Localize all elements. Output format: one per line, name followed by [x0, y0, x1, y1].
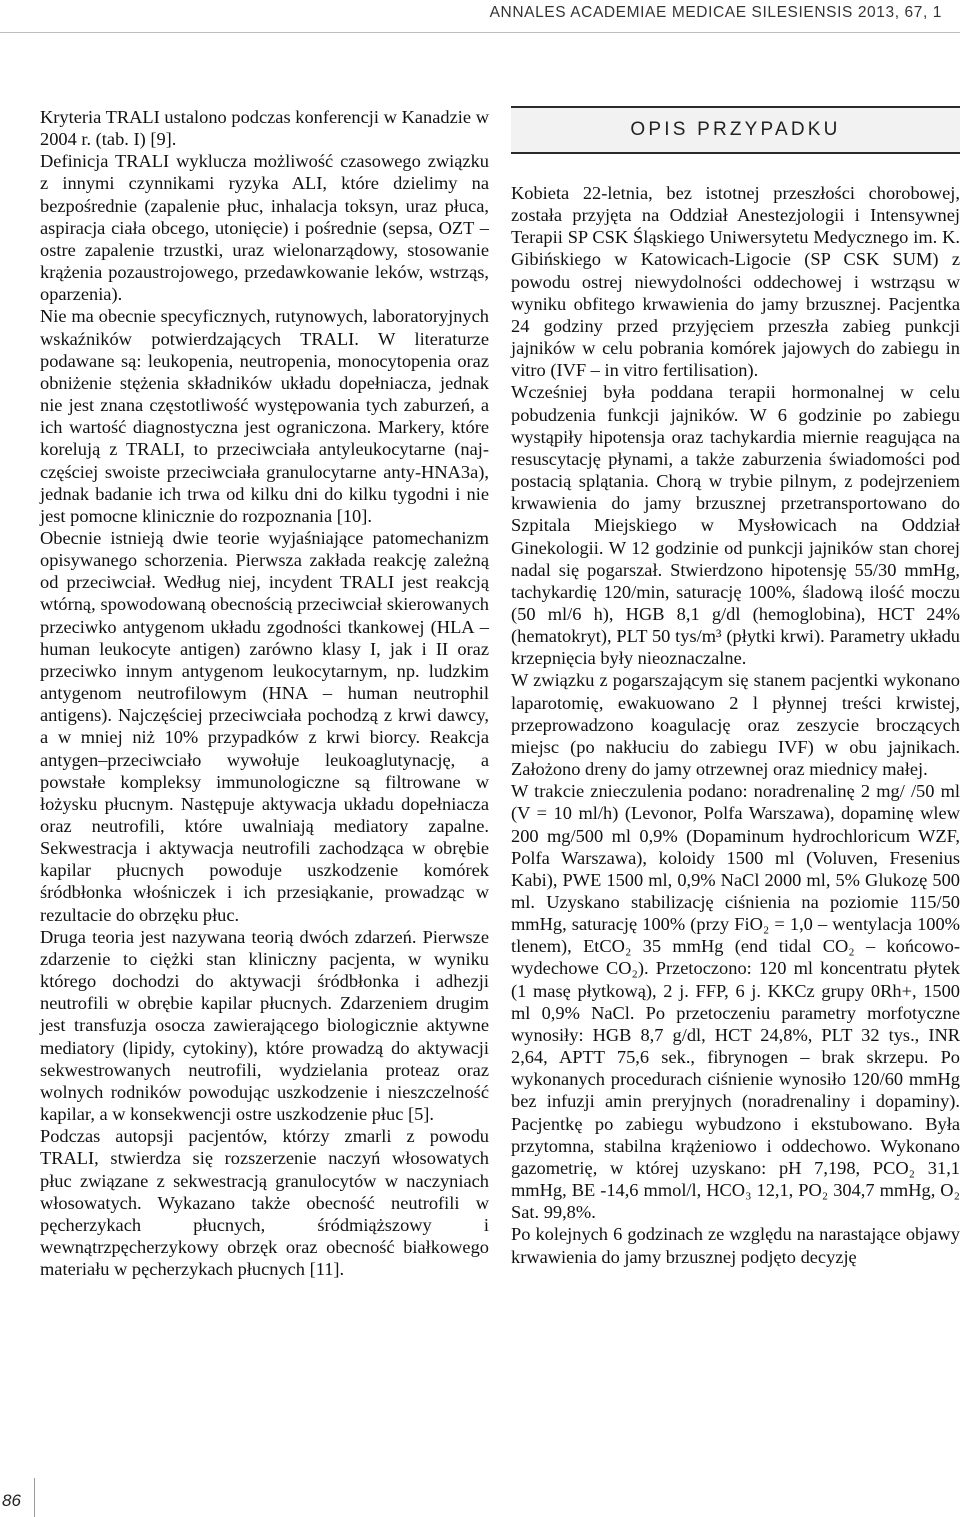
paragraph: W trakcie znieczulenia podano: noradrenalinę 2 mg/ /50 ml (V = 10 ml/h) (Levonor, Polfa Warszawa), dopaminę wlew 200 mg/500 ml 0,9% (Dopaminum hydrochloricum WZF, Polfa Warszawa), koloidy 1500 ml (Voluven, Fresenius Kabi), PWE 1500 ml, 0,9% NaCl 2000 ml, 5% Glukozę 500 ml. Uzyskano stabilizację ciśnienia na poziomie 115/50 mmHg, saturację 100% (przy FiO₂ = 1,0 – wentylacja 100% tlenem), EtCO₂ 35 mmHg (end tidal CO₂ – końcowo-wydechowe CO₂). Przetoczono: 120 ml koncentratu płytek (1 masę płytkową), 2 j. FFP, 6 j. KKCz grupy 0Rh+, 1500 ml 0,9% NaCl. Po przetoczeniu parametry morfotyczne wynosiły: HGB 8,7 g/dl, HCT 24,8%, PLT 32 tys., INR 2,64, APTT 75,6 sek., fibrynogen – brak skrzepu. Po wykonanych procedurach ciśnienie wynosiło 120/60 mmHg bez infuzji amin preryjnych (noradrenaliny i dopaminy). Pacjentkę po zabiegu wybudzono i ekstubowano. Była przytomna, stabilna krążeniowo i oddechowo. Wykonano gazometrię, w której uzyskano: pH 7,198, PCO₂ 31,1 mmHg, BE -14,6 mmol/l, HCO₃ 12,1, PO₂ 304,7 mmHg, O₂ Sat. 99,8%. — [511, 781, 960, 1223]
header-divider — [0, 32, 960, 33]
paragraph: Druga teoria jest nazywana teorią dwóch zdarzeń. Pierwsze zdarzenie to ciężki stan kliniczny pacjenta, w wyniku którego dochodzi do aktywacji śródbłonka i adhezji neutrofili w obrębie kapilar płucnych. Zdarzeniem drugim jest transfuzja osocza zawierającego biologicznie aktywne mediatory (lipidy, cytokiny), które prowadzą do aktywacji sekwestrowanych neutrofili, wydzielania proteaz oraz wolnych rodników powodując uszkodzenie i nieszczelność kapilar, a w konsekwencji ostre uszkodzenie płuc [5]. — [40, 926, 489, 1125]
page-number-divider — [34, 1478, 35, 1517]
section-heading: OPIS PRZYPADKU — [630, 118, 841, 140]
paragraph: Definicja TRALI wyklucza możliwość czasowego związku z innymi czynnikami ryzyka ALI, które dzielimy na bezpośrednie (zapalenie płuc, inhalacja toksyn, uraz płuca, aspiracja ciała obcego, utonięcie) i pośrednie (sepsa, OZT – ostre zapalenie trzustki, uraz wielonarządowy, stosowanie krążenia pozaustrojowego, przedawkowanie leków, wstrząs, oparzenia). — [40, 151, 489, 305]
page-number: 86 — [2, 1491, 21, 1510]
paragraph: Kobieta 22-letnia, bez istotnej przeszłości chorobowej, została przyjęta na Oddział Anestezjologii i Intensywnej Terapii SP CSK Śląskiego Uniwersytetu Medycznego im. K. Gibińskiego w Katowicach-Ligocie (SP CSK SUM) z powodu ostrej niewydolności oddechowej i wstrząsu w wyniku obfitego krwawienia do jamy brzusznej. Pacjentka 24 godziny przed przyjęciem przeszła zabieg punkcji jajników w celu pobrania komórek jajowych do zabiegu in vitro (IVF – in vitro fertilisation). — [511, 183, 960, 381]
paragraph: Nie ma obecnie specyficznych, rutynowych, laboratoryjnych wskaźników potwierdzających TRALI. W literaturze podawane są: leukopenia, neutropenia, monocytopenia oraz obniżenie stężenia składników układu dopełniacza, jednak nie jest znana częstotliwość występowania tych zaburzeń, a ich wartość diagnostyczna jest ograniczona. Markery, które korelują z TRALI, to przeciwciała antyleukocytarne (najczęściej swoiste przeciwciała granulocytarne anty-HNA3a), jednak badanie ich trwa od kilku dni do kilku tygodni i nie jest pomocne klinicznie do rozpoznania [10]. — [40, 306, 489, 526]
paragraph: Kryteria TRALI ustalono podczas konferencji w Kanadzie w 2004 r. (tab. I) [9]. — [40, 107, 489, 150]
section-heading-box — [511, 106, 960, 154]
paragraph: W związku z pogarszającym się stanem pacjentki wykonano laparotomię, ewakuowano 2 l płynnej treści krwistej, przeprowadzono koagulację oraz zeszycie broczących miejsc (po nakłuciu do zabiegu IVF) w obu jajnikach. Założono dreny do jamy otrzewnej oraz miednicy małej. — [511, 670, 960, 780]
right-column — [511, 106, 960, 1268]
paragraph: Obecnie istnieją dwie teorie wyjaśniające patomechanizm opisywanego schorzenia. Pierwsza zakłada reakcję zależną od przeciwciał. Według niej, incydent TRALI jest reakcją wtórną, spowodowaną obecnością przeciwciał skierowanych przeciwko antygenom układu zgodności tkankowej (HLA – human leukocyte antigen) zarówno klasy I, jak i II oraz przeciwko innym antygenom leukocytarnym, np. ludzkim antygenom neutrofilowym (HNA – human neutrophil antigens). Najczęściej przeciwciała pochodzą z krwi dawcy, a w mniej niż 10% przypadków z krwi biorcy. Reakcja antygen–przeciwciało wywołuje leukoaglutynację, a powstałe kompleksy immunologiczne są filtrowane w łożysku płucnym. Następuje aktywacja układu dopełniacza oraz neutrofili, które uwalniają mediatory zapalne. Sekwestracja i aktywacja neutrofili zachodząca w obrębie kapilar płucnych powoduje uszkodzenie komórek śródbłonka włośniczek i ich przesiąkanie, prowadząc w rezultacie do obrzęku płuc. — [40, 527, 489, 925]
running-header: ANNALES ACADEMIAE MEDICAE SILESIENSIS 2013, 67, 1 — [489, 4, 942, 21]
paragraph: Wcześniej była poddana terapii hormonalnej w celu pobudzenia funkcji jajników. W 6 godzinie po zabiegu wystąpiły hipotensja oraz tachykardia miernie reagująca na resuscytację płynami, a także zaburzenia świadomości pod postacią splątania. Chorą w trybie pilnym, z podejrzeniem krwawienia do jamy brzusznej przetransportowano do Szpitala Miejskiego w Mysłowicach na Oddział Ginekologii. W 12 godzinie od punkcji jajników stan chorej nadal się pogarszał. Stwierdzono hipotensję 55/30 mmHg, tachykardię 120/min, saturację 100%, śladową ilość moczu (50 ml/6 h), HGB 8,1 g/dl (hemoglobina), HCT 24% (hematokryt), PLT 50 tys/m³ (płytki krwi). Parametry układu krzepnięcia były nieoznaczalne. — [511, 382, 960, 669]
paragraph: Podczas autopsji pacjentów, którzy zmarli z powodu TRALI, stwierdza się rozszerzenie naczyń włosowatych płuc związane z sekwestracją granulocytów w naczyniach włosowatych. Wykazano także obecność neutrofili w pęcherzykach płucnych, śródmiąższowy i wewnątrzpęcherzykowy obrzęk oraz obecność białkowego materiału w pęcherzykach płucnych [11]. — [40, 1126, 489, 1280]
left-column — [40, 106, 489, 1280]
paragraph: Po kolejnych 6 godzinach ze względu na narastające objawy krwawienia do jamy brzusznej podjęto decyzję — [511, 1224, 960, 1267]
